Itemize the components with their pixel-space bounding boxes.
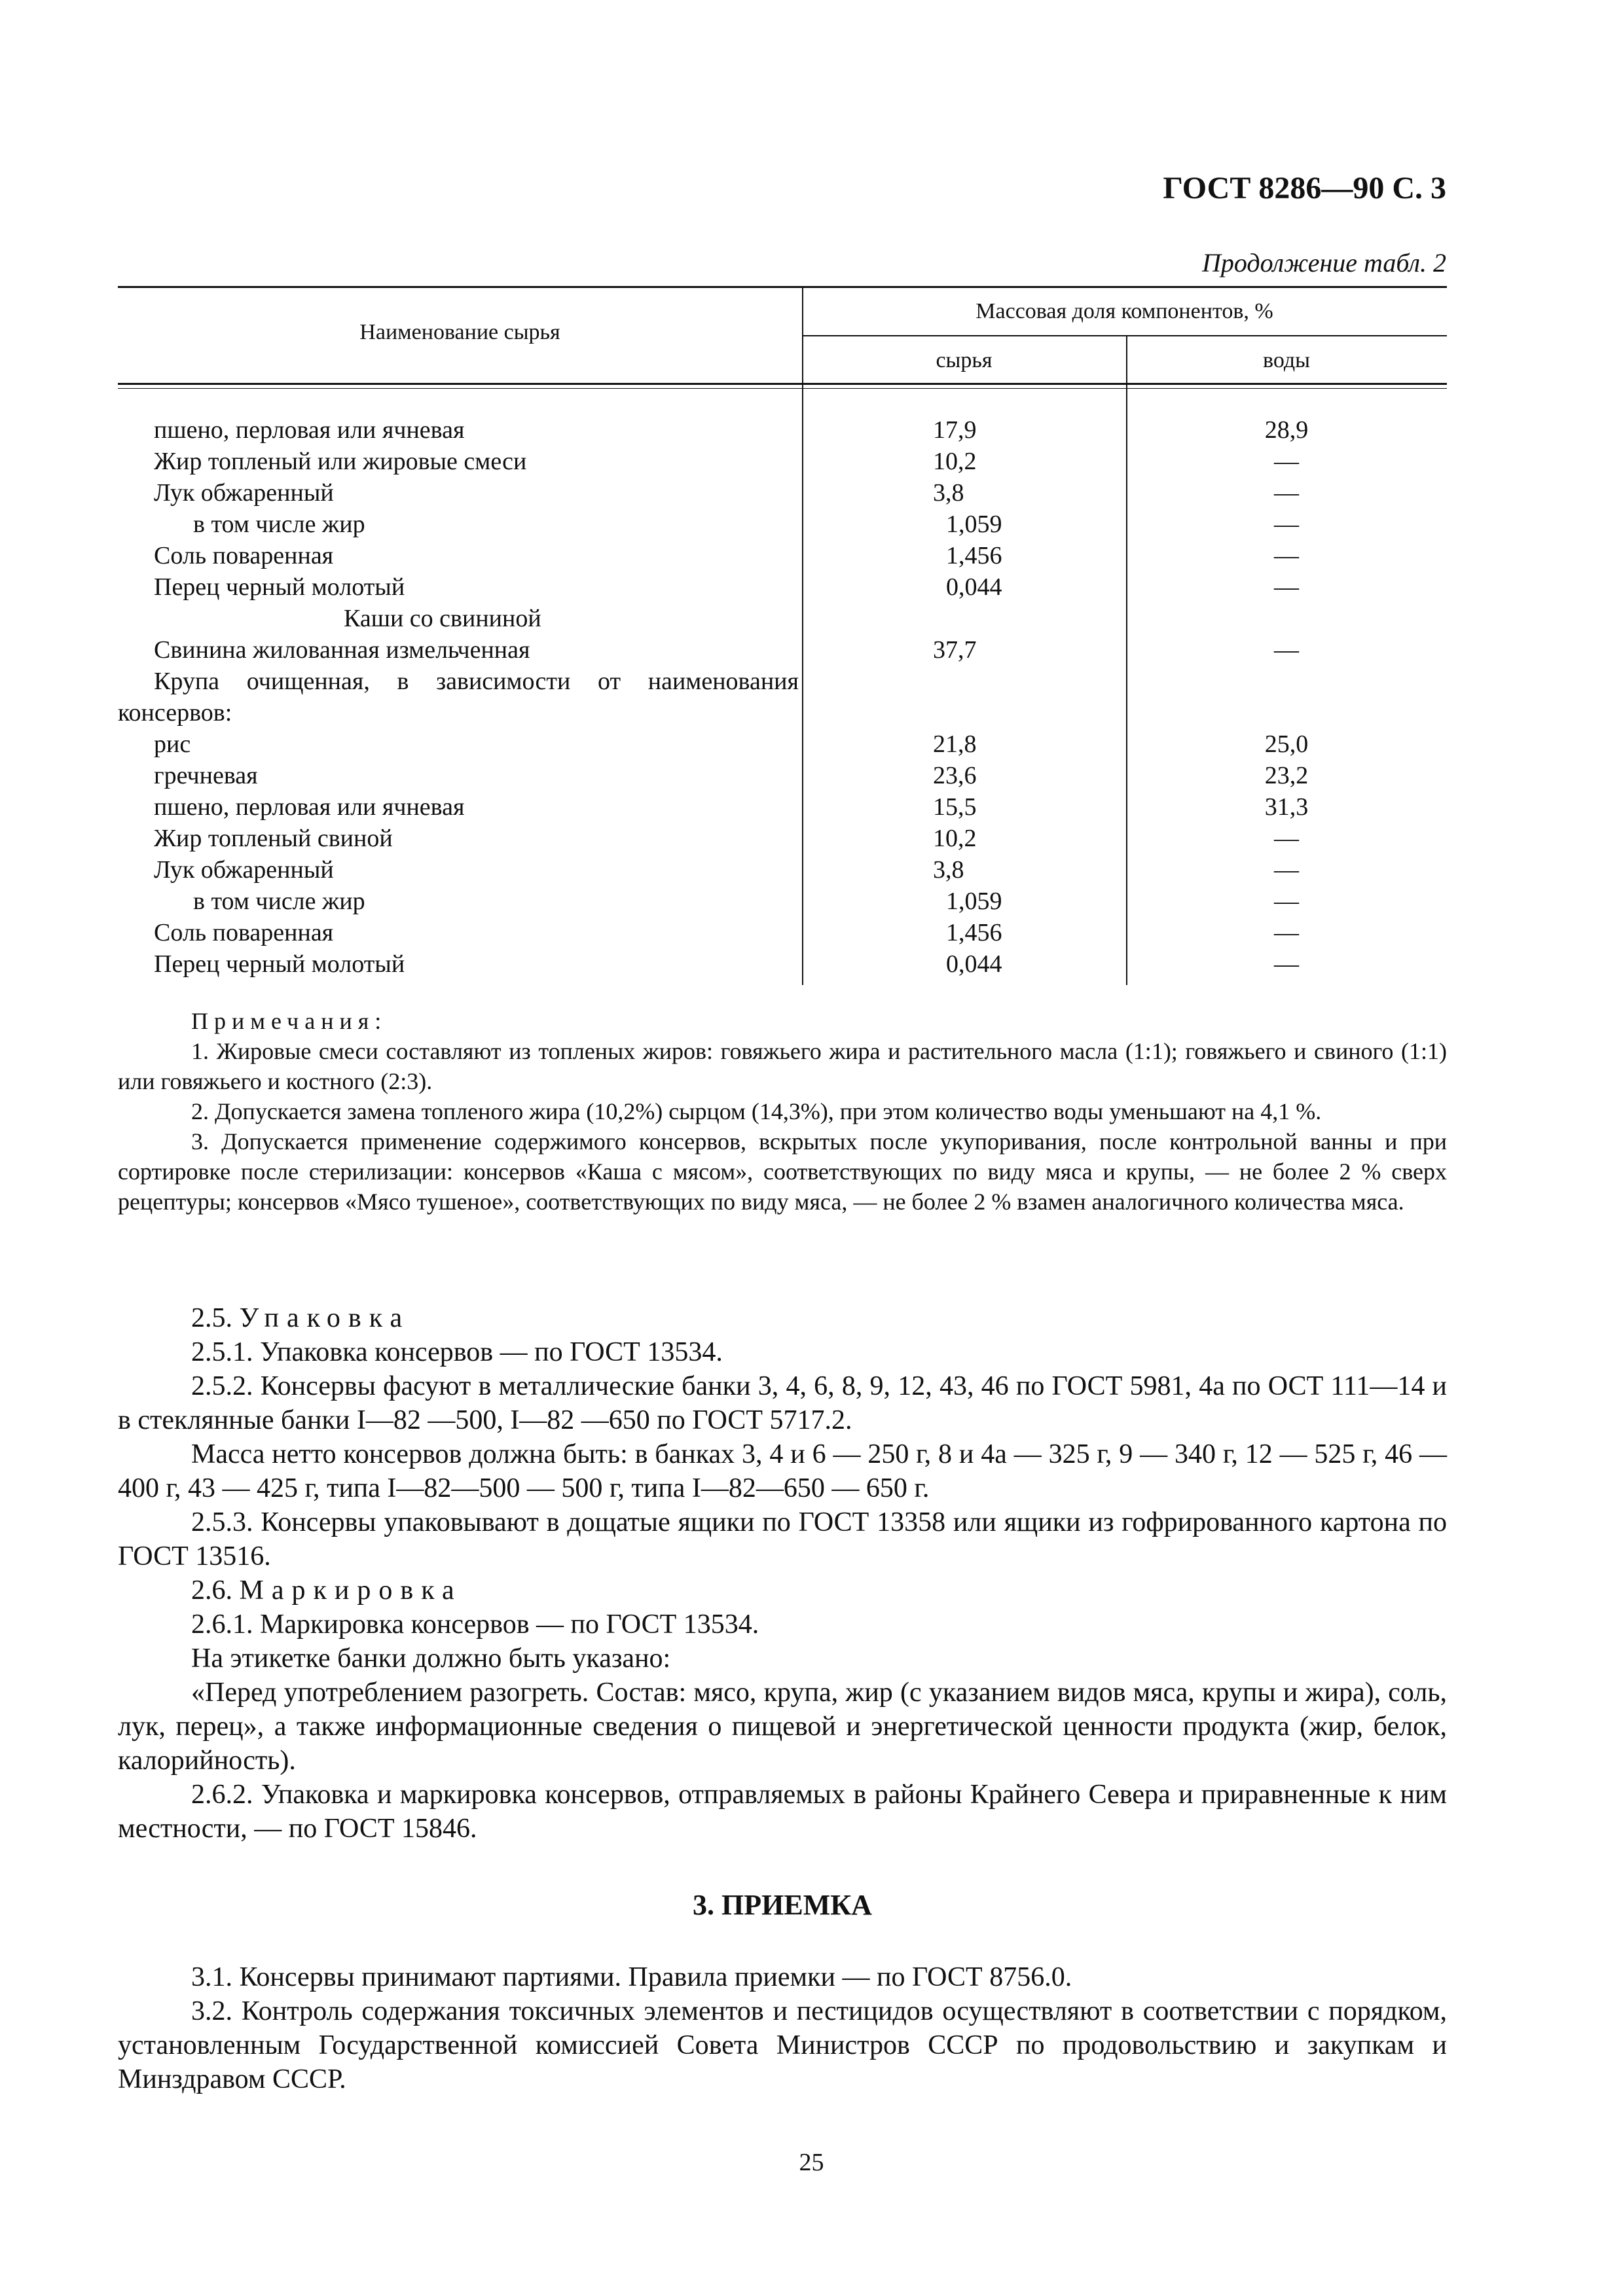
row-raw: 1,456 <box>946 542 1002 569</box>
body-text <box>118 1301 1447 1846</box>
table-row <box>118 414 1447 446</box>
section-name: Каши со свининой <box>344 605 541 632</box>
row-name: в том числе жир <box>193 888 365 915</box>
paragraph: 2.6.1. Маркировка консервов — по ГОСТ 13534. <box>191 1609 759 1640</box>
row-name: Лук обжаренный <box>154 856 334 884</box>
table-row <box>118 666 1447 728</box>
section-number: 2.6. <box>191 1575 232 1605</box>
row-name: пшено, перловая или ячневая <box>154 793 465 821</box>
column-header-raw: сырья <box>936 348 993 372</box>
table-row <box>118 634 1447 666</box>
row-name: Лук обжаренный <box>154 479 334 507</box>
body-text-acceptance <box>118 1960 1447 2096</box>
paragraph: 2.5.1. Упаковка консервов — по ГОСТ 13534. <box>191 1337 723 1367</box>
row-water: — <box>1274 856 1299 884</box>
table-row <box>118 728 1447 760</box>
row-name: Перец черный молотый <box>154 573 405 601</box>
row-water: 28,9 <box>1264 416 1309 444</box>
table-row <box>118 446 1447 477</box>
row-name: Перец черный молотый <box>154 950 405 978</box>
row-raw: 23,6 <box>933 762 977 789</box>
paragraph: 2.5.3. Консервы упаковывают в дощатые ящики по ГОСТ 13358 или ящики из гофрированного картона по ГОСТ 13516. <box>118 1507 1447 1571</box>
table-row <box>118 823 1447 854</box>
section-heading <box>118 1301 1447 1335</box>
row-water: — <box>1274 479 1299 507</box>
table-row <box>118 886 1447 917</box>
paragraph: «Перед употреблением разогреть. Состав: мясо, крупа, жир (с указанием видов мяса, крупы и жира), соль, лук, перец», а также информационные сведения о пищевой и энергетической ценности продукта (жир, белок, калорийность). <box>118 1677 1447 1776</box>
row-name: в том числе жир <box>193 511 365 538</box>
chapter-heading: 3. ПРИЕМКА <box>693 1889 872 1921</box>
row-raw: 15,5 <box>933 793 977 821</box>
row-water: 23,2 <box>1264 762 1309 789</box>
table-row <box>118 477 1447 509</box>
row-water: — <box>1274 888 1299 915</box>
row-raw: 37,7 <box>933 636 977 664</box>
row-water: — <box>1274 573 1299 601</box>
row-name: рис <box>154 730 191 758</box>
row-name: Жир топленый свиной <box>154 825 393 852</box>
row-water: — <box>1274 919 1299 946</box>
table-row <box>118 791 1447 823</box>
row-name: Свинина жилованная измельченная <box>154 636 530 664</box>
table-row <box>118 854 1447 886</box>
row-raw: 3,8 <box>933 479 964 507</box>
page-header: ГОСТ 8286—90 С. 3 <box>1163 171 1446 206</box>
row-raw: 0,044 <box>946 950 1002 978</box>
paragraph: Масса нетто консервов должна быть: в банках 3, 4 и 6 — 250 г, 8 и 4а — 325 г, 9 — 340 г, 12 — 525 г, 46 — 400 г, 43 — 425 г, типа I—82—500 — 500 г, типа I—82—650 — 650 г. <box>118 1439 1447 1503</box>
table-notes <box>118 1006 1447 1217</box>
row-raw: 1,059 <box>946 511 1002 538</box>
row-raw: 0,044 <box>946 573 1002 601</box>
table-row <box>118 917 1447 948</box>
paragraph: 2.6.2. Упаковка и маркировка консервов, отправляемых в районы Крайнего Севера и приравненные к ним местности, — по ГОСТ 15846. <box>118 1780 1447 1844</box>
row-name: пшено, перловая или ячневая <box>154 416 465 444</box>
section-number: 2.5. <box>191 1303 232 1333</box>
paragraph: 3.2. Контроль содержания токсичных элементов и пестицидов осуществляют в соответствии с порядком, установленным Государственной комиссией Совета Министров СССР по продовольствию и закупкам и Минздравом СССР. <box>118 1996 1447 2094</box>
row-name: Жир топленый или жировые смеси <box>154 448 527 475</box>
row-raw: 1,059 <box>946 888 1002 915</box>
note-item: 1. Жировые смеси составляют из топленых жиров: говяжьего жира и растительного масла (1:1); говяжьего и свиного (1:1) или говяжьего и костного (2:3). <box>118 1038 1447 1094</box>
note-item: 2. Допускается замена топленого жира (10,2%) сырцом (14,3%), при этом количество воды уменьшают на 4,1 %. <box>191 1098 1322 1124</box>
table-section-row <box>118 603 1447 634</box>
row-water: — <box>1274 950 1299 978</box>
row-raw: 3,8 <box>933 856 964 884</box>
row-water: — <box>1274 511 1299 538</box>
row-water: — <box>1274 542 1299 569</box>
column-header-name: Наименование сырья <box>359 320 560 344</box>
row-name: Крупа очищенная, в зависимости от наименования консервов: <box>118 668 799 726</box>
section-title: Упаковка <box>239 1303 410 1333</box>
row-water: — <box>1274 825 1299 852</box>
table-top-rule <box>118 286 1447 288</box>
table-row <box>118 509 1447 540</box>
table-continuation-label: Продолжение табл. 2 <box>1201 248 1446 278</box>
row-raw: 10,2 <box>933 448 977 475</box>
section-heading <box>118 1573 1447 1607</box>
paragraph: 3.1. Консервы принимают партиями. Правила приемки — по ГОСТ 8756.0. <box>191 1962 1072 1992</box>
row-water: — <box>1274 636 1299 664</box>
table-row <box>118 540 1447 571</box>
row-water: — <box>1274 448 1299 475</box>
row-water: 25,0 <box>1264 730 1309 758</box>
column-header-water: воды <box>1263 348 1310 372</box>
table-row <box>118 760 1447 791</box>
table-row <box>118 948 1447 980</box>
notes-title: Примечания: <box>191 1008 388 1034</box>
row-raw: 1,456 <box>946 919 1002 946</box>
row-raw: 21,8 <box>933 730 977 758</box>
paragraph: 2.5.2. Консервы фасуют в металлические банки 3, 4, 6, 8, 9, 12, 43, 46 по ГОСТ 5981, 4а по ОСТ 111—14 и в стеклянные банки I—82 —500, I—82 —650 по ГОСТ 5717.2. <box>118 1371 1447 1435</box>
row-raw: 10,2 <box>933 825 977 852</box>
row-name: Соль поваренная <box>154 542 334 569</box>
note-item: 3. Допускается применение содержимого консервов, вскрытых после укупоривания, после контрольной ванны и при сортировке после стерилизации: консервов «Каша с мясом», соответствующих по виду мяса и крупы, — не более 2 % сверх рецептуры; консервов «Мясо тушеное», соответствующих по виду мяса, — не более 2 % взамен аналогичного количества мяса. <box>118 1128 1447 1215</box>
table-body <box>118 414 1447 980</box>
row-name: Соль поваренная <box>154 919 334 946</box>
row-raw: 17,9 <box>933 416 977 444</box>
row-water: 31,3 <box>1264 793 1309 821</box>
table-group-rule <box>802 335 1447 336</box>
table-row <box>118 571 1447 603</box>
row-name: гречневая <box>154 762 258 789</box>
table-header-rule-thin <box>118 388 1447 389</box>
table-header-rule <box>118 383 1447 385</box>
page-number: 25 <box>799 2149 824 2176</box>
column-header-group: Массовая доля компонентов, % <box>976 299 1273 323</box>
section-title: Маркировка <box>239 1575 462 1605</box>
paragraph: На этикетке банки должно быть указано: <box>191 1643 671 1674</box>
